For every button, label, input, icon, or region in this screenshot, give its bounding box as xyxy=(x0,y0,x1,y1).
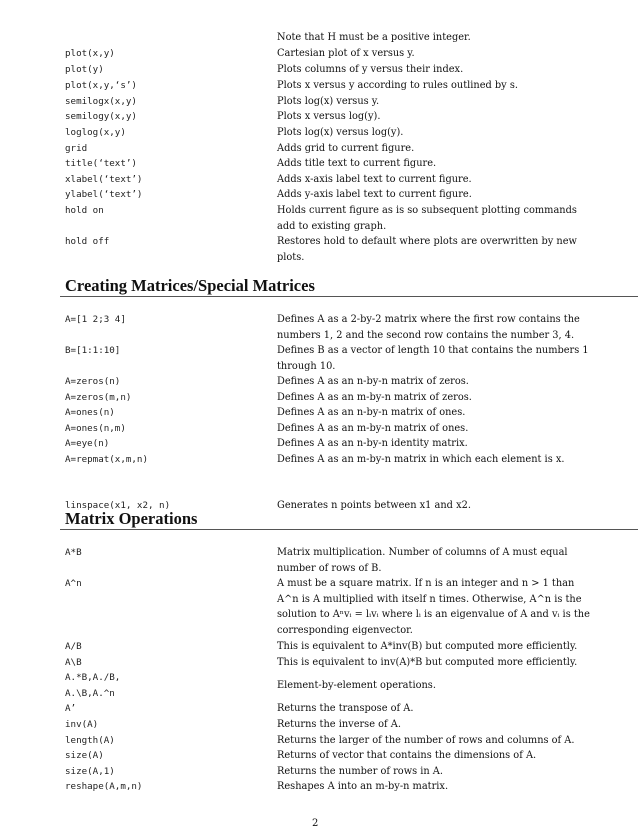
section-heading-matrices: Creating Matrices/Special Matrices xyxy=(65,276,315,295)
command-cell: title(‘text’) xyxy=(65,158,137,169)
intro-note: Note that H must be a positive integer. xyxy=(277,32,471,43)
description-cell: This is equivalent to inv(A)*B but computed more efficiently. xyxy=(277,657,578,668)
command-cell: A^n xyxy=(65,578,82,589)
command-cell: A=ones(n) xyxy=(65,407,115,418)
description-cell: Defines A as an n-by-n identity matrix. xyxy=(277,438,468,449)
command-cell: A=repmat(x,m,n) xyxy=(65,454,148,465)
description-cell: Defines A as a 2-by-2 matrix where the first row contains the numbers 1, 2 and the second row contains the number 3, 4. xyxy=(277,314,580,341)
description-cell: Holds current figure as is so subsequent plotting commands add to existing graph. xyxy=(277,205,577,232)
description-cell: This is equivalent to A*inv(B) but computed more efficiently. xyxy=(277,641,578,652)
description-cell: Matrix multiplication. Number of columns of A must equal number of rows of B. xyxy=(277,547,568,574)
description-cell: Plots log(x) versus log(y). xyxy=(277,127,404,138)
command-cell: length(A) xyxy=(65,735,115,746)
description-cell: Adds x-axis label text to current figure. xyxy=(277,174,472,185)
command-cell: A/B xyxy=(65,641,82,652)
description-cell: Returns the transpose of A. xyxy=(277,703,414,714)
description-cell: Defines A as an n-by-n matrix of zeros. xyxy=(277,376,469,387)
description-cell: Returns the larger of the number of rows and columns of A. xyxy=(277,735,575,746)
page-number: 2 xyxy=(312,818,319,829)
command-cell: A=[1 2;3 4] xyxy=(65,314,126,325)
command-cell: A=eye(n) xyxy=(65,438,110,449)
section-rule xyxy=(60,529,638,530)
description-cell: Restores hold to default where plots are overwritten by new plots. xyxy=(277,236,577,263)
description-cell: Adds grid to current figure. xyxy=(277,143,415,154)
command-cell: hold off xyxy=(65,236,110,247)
description-cell: Returns the inverse of A. xyxy=(277,719,401,730)
command-cell: size(A,1) xyxy=(65,766,115,777)
command-cell: reshape(A,m,n) xyxy=(65,781,143,792)
command-cell: semilogx(x,y) xyxy=(65,96,137,107)
command-cell: plot(x,y) xyxy=(65,48,115,59)
description-cell: Plots x versus log(y). xyxy=(277,111,381,122)
description-cell: Generates n points between x1 and x2. xyxy=(277,500,471,511)
command-cell: A=zeros(m,n) xyxy=(65,392,132,403)
description-cell: Plots columns of y versus their index. xyxy=(277,64,464,75)
section-rule xyxy=(60,296,638,297)
command-cell: A\B xyxy=(65,657,82,668)
command-cell: B=[1:1:10] xyxy=(65,345,121,356)
command-cell: A.*B,A./B, A.\B,A.^n xyxy=(65,672,121,699)
command-cell: A=zeros(n) xyxy=(65,376,121,387)
description-cell: Returns of vector that contains the dimensions of A. xyxy=(277,750,537,761)
command-cell: loglog(x,y) xyxy=(65,127,126,138)
description-cell: Defines A as an n-by-n matrix of ones. xyxy=(277,407,466,418)
command-cell: semilogy(x,y) xyxy=(65,111,137,122)
command-cell: inv(A) xyxy=(65,719,99,730)
description-cell: Cartesian plot of x versus y. xyxy=(277,48,415,59)
command-cell: ylabel(‘text’) xyxy=(65,189,143,200)
command-cell: linspace(x1, x2, n) xyxy=(65,500,171,511)
command-cell: plot(x,y,‘s’) xyxy=(65,80,137,91)
command-cell: A’ xyxy=(65,703,77,714)
description-cell: Adds y-axis label text to current figure. xyxy=(277,189,472,200)
description-cell: Defines B as a vector of length 10 that contains the numbers 1 through 10. xyxy=(277,345,589,372)
description-cell: Defines A as an m-by-n matrix in which each element is x. xyxy=(277,454,565,465)
description-cell: Defines A as an m-by-n matrix of zeros. xyxy=(277,392,472,403)
command-cell: A*B xyxy=(65,547,82,558)
description-cell: Returns the number of rows in A. xyxy=(277,766,443,777)
section-heading-operations: Matrix Operations xyxy=(65,509,198,528)
description-cell: Plots log(x) versus y. xyxy=(277,96,380,107)
description-cell: Defines A as an m-by-n matrix of ones. xyxy=(277,423,469,434)
command-cell: size(A) xyxy=(65,750,104,761)
description-cell: Element-by-element operations. xyxy=(277,680,436,691)
command-cell: grid xyxy=(65,143,88,154)
description-cell: A must be a square matrix. If n is an integer and n > 1 than A^n is A multiplied with itself n times. Otherwise, A^n is the solution to Aⁿvᵢ = lᵢvᵢ where lᵢ is an eigenvalue of A and vᵢ is the corresponding eigenvector. xyxy=(277,578,590,636)
command-cell: hold on xyxy=(65,205,104,216)
description-cell: Plots x versus y according to rules outlined by s. xyxy=(277,80,518,91)
description-cell: Reshapes A into an m-by-n matrix. xyxy=(277,781,449,792)
command-cell: A=ones(n,m) xyxy=(65,423,126,434)
command-cell: xlabel(‘text’) xyxy=(65,174,143,185)
command-cell: plot(y) xyxy=(65,64,104,75)
description-cell: Adds title text to current figure. xyxy=(277,158,437,169)
